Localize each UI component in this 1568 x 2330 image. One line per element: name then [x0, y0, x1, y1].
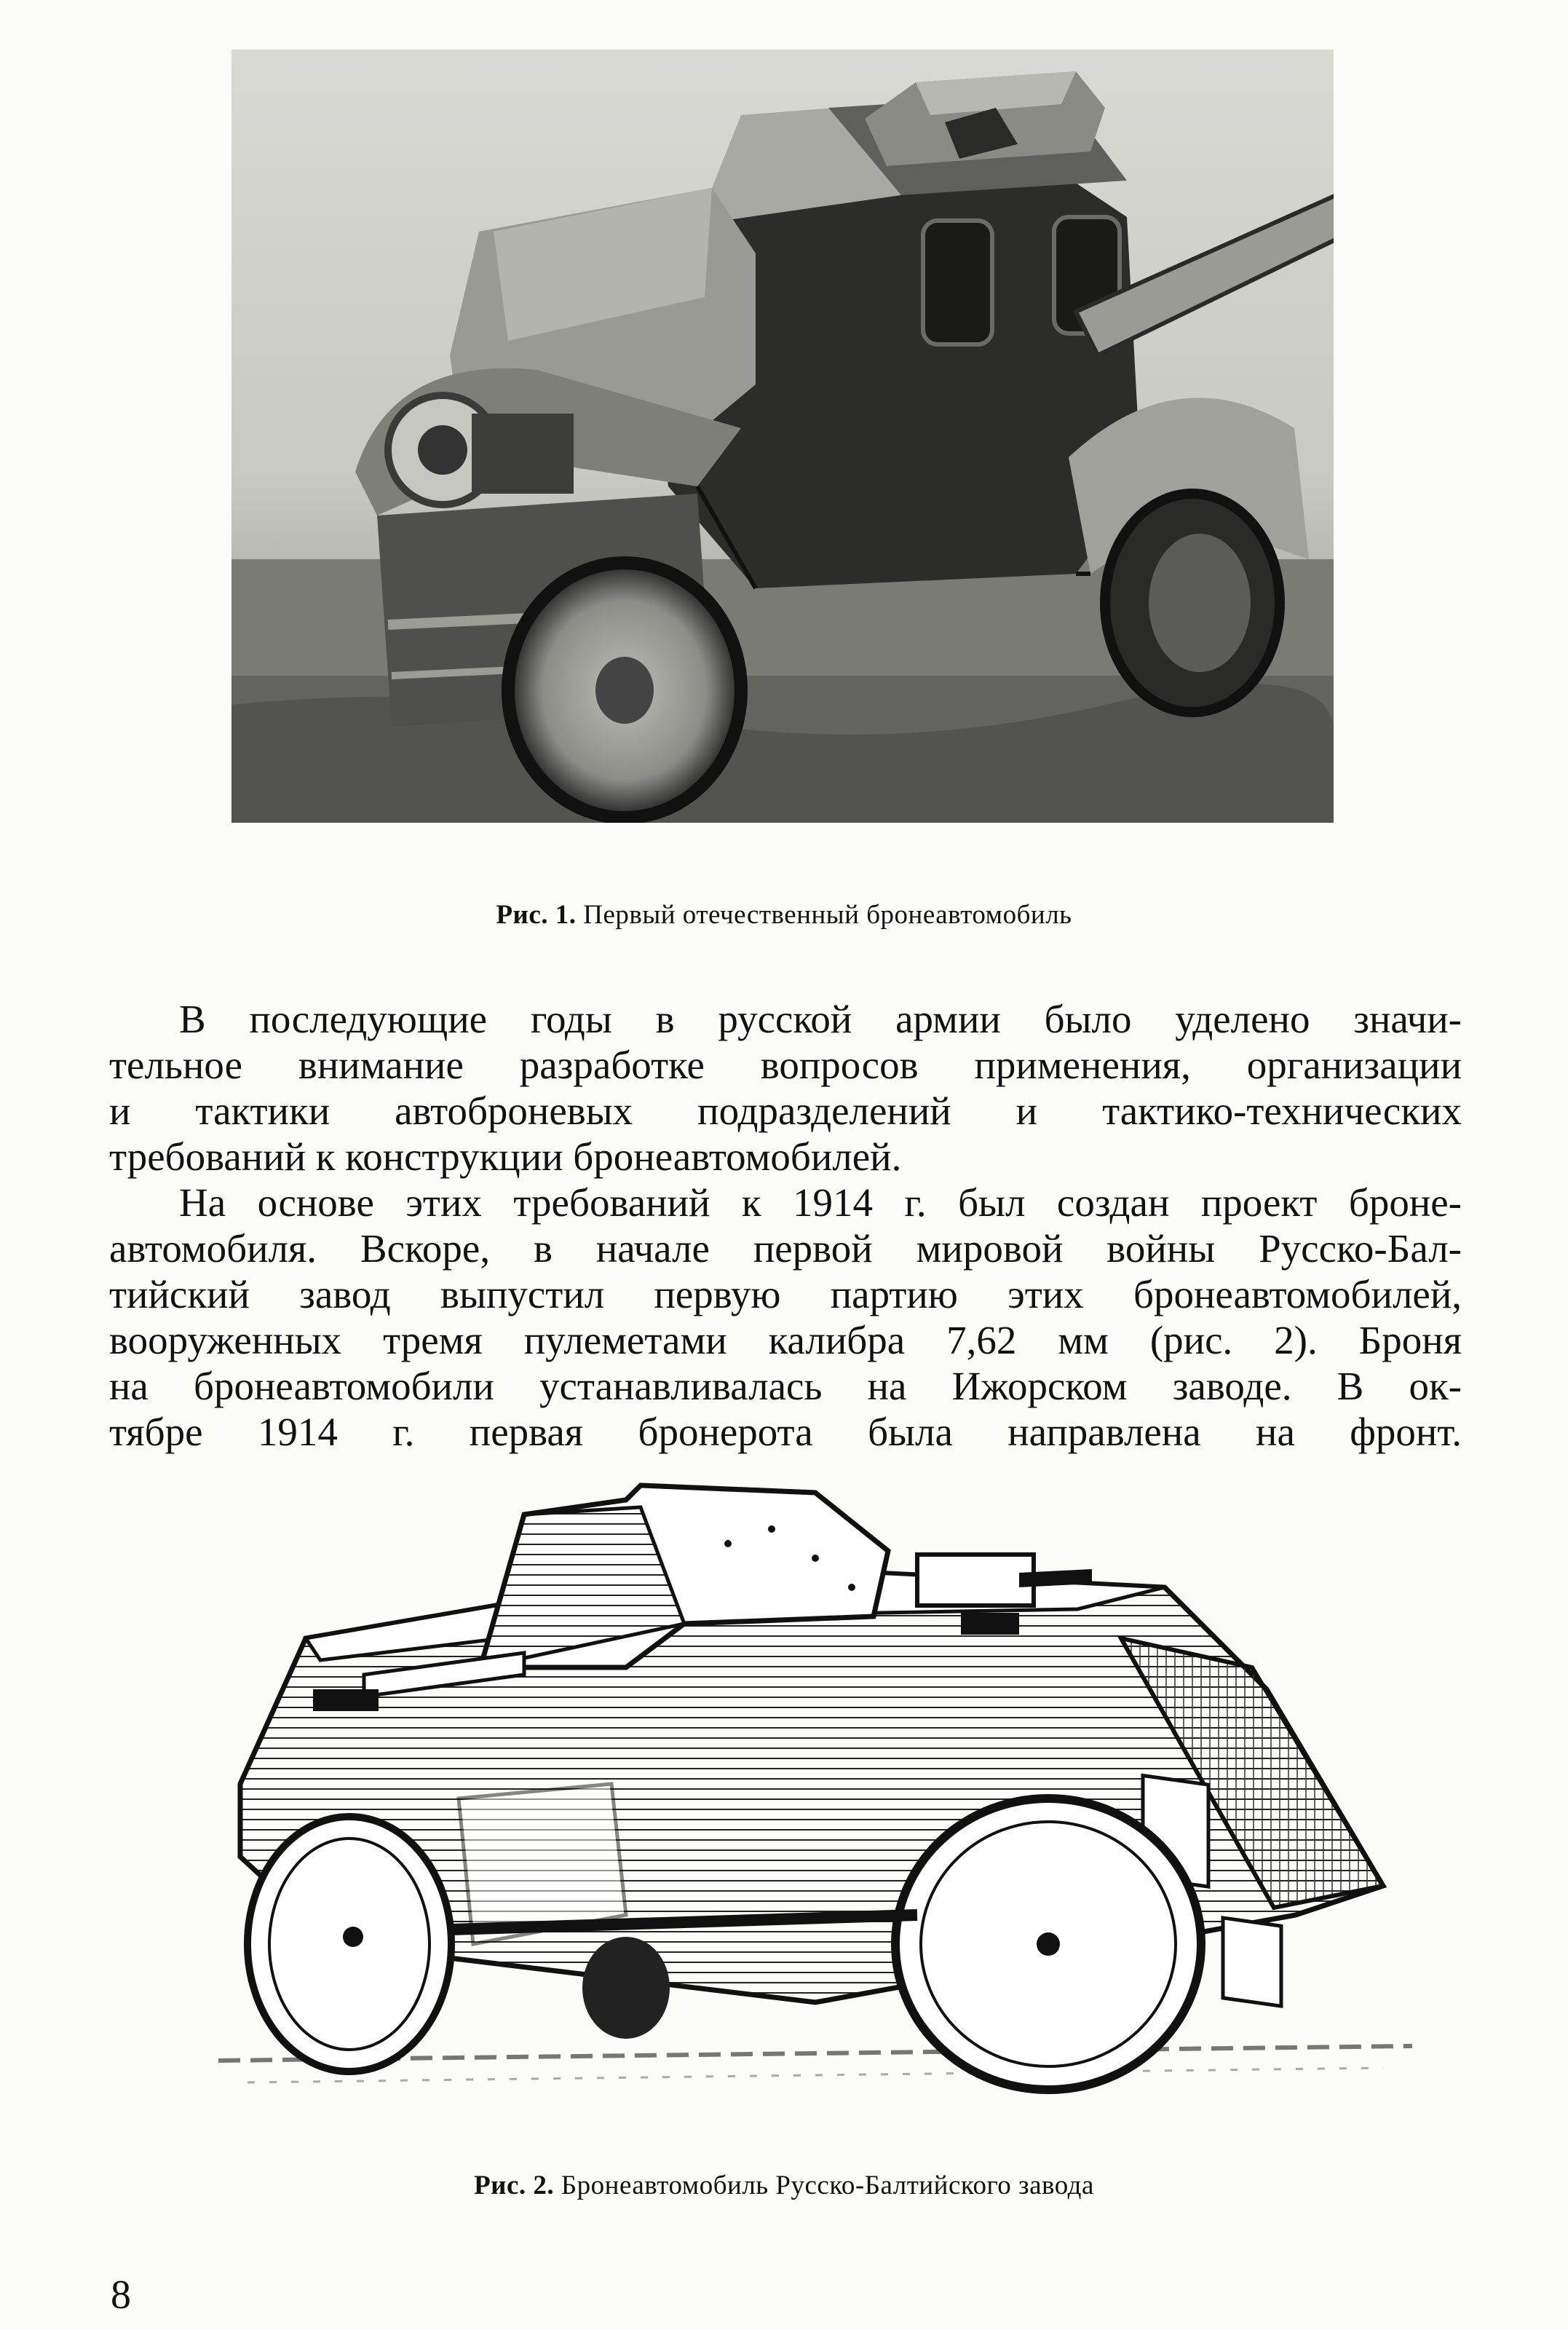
figure-1-label: Рис. 1. [496, 900, 577, 930]
text-line: на бронеавтомобили устанавливалась на Ижорском заводе. В ок- [109, 1364, 1462, 1408]
text-line: автомобиля. Вскоре, в начале первой мировой войны Русско-Бал- [109, 1226, 1462, 1271]
text-line: тийский завод выпустил первую партию этих бронеавтомобилей, [109, 1272, 1462, 1316]
figure-1-caption-text: Первый отечественный бронеавтомобиль [583, 900, 1072, 930]
figure-1-photo [231, 50, 1334, 823]
text-line: В последующие годы в русской армии было уделено значи- [179, 997, 1462, 1041]
text-line: вооруженных тремя пулеметами калибра 7,62 мм (рис. 2). Броня [109, 1318, 1462, 1362]
text-line: требований к конструкции бронеавтомобилей. [109, 1134, 902, 1179]
figure-2-label: Рис. 2. [474, 2171, 555, 2200]
figure-2-drawing [218, 1478, 1412, 2133]
figure-1-caption [0, 899, 1568, 931]
text-line: тельное внимание разработке вопросов применения, организации [109, 1043, 1462, 1087]
figure-2-caption [0, 2170, 1568, 2201]
text-line: тябре 1914 г. первая бронерота была направлена на фронт. [109, 1410, 1462, 1454]
figure-2-caption-text: Бронеавтомобиль Русско-Балтийского завода [561, 2171, 1094, 2200]
page-number: 8 [111, 2272, 131, 2318]
text-line: и тактики автоброневых подразделений и тактико-технических [109, 1089, 1462, 1133]
body-text [109, 996, 1462, 1455]
text-line: На основе этих требований к 1914 г. был создан проект броне- [179, 1180, 1462, 1225]
